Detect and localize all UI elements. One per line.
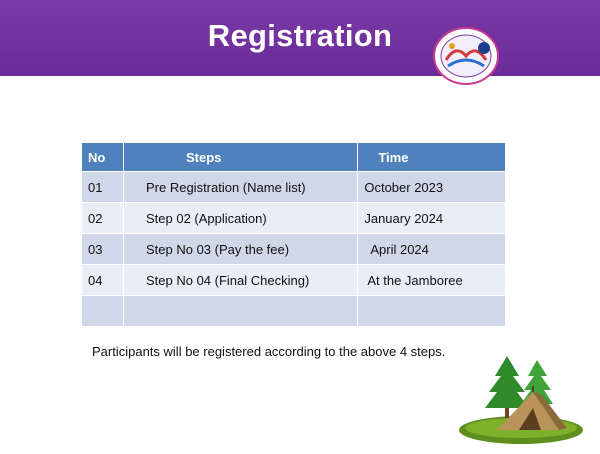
table-row (82, 203, 506, 234)
row-step: Step No 03 (Pay the fee) (123, 234, 357, 265)
jamboree-logo-icon (432, 26, 500, 86)
table-row (82, 234, 506, 265)
row-time: At the Jamboree (358, 265, 506, 296)
row-number: 01 (82, 172, 124, 203)
row-step: Step No 04 (Final Checking) (123, 265, 357, 296)
row-number (82, 296, 124, 327)
page-title: Registration (207, 18, 393, 53)
table-row (82, 296, 506, 327)
row-time (358, 296, 506, 327)
row-number: 02 (82, 203, 124, 234)
row-time: January 2024 (358, 203, 506, 234)
table-row (82, 265, 506, 296)
column-header-steps: Steps (123, 143, 357, 172)
row-number: 04 (82, 265, 124, 296)
row-time: October 2023 (358, 172, 506, 203)
camping-tent-trees-icon (455, 342, 587, 446)
row-step: Step 02 (Application) (123, 203, 357, 234)
row-step (123, 296, 357, 327)
table-row (82, 172, 506, 203)
row-time: April 2024 (358, 234, 506, 265)
table-header-row (82, 143, 506, 172)
column-header-no: No (82, 143, 124, 172)
registration-note: Participants will be registered according to the above 4 steps. (92, 344, 446, 359)
column-header-time: Time (358, 143, 506, 172)
row-step: Pre Registration (Name list) (123, 172, 357, 203)
row-number: 03 (82, 234, 124, 265)
registration-steps-table (81, 142, 506, 327)
